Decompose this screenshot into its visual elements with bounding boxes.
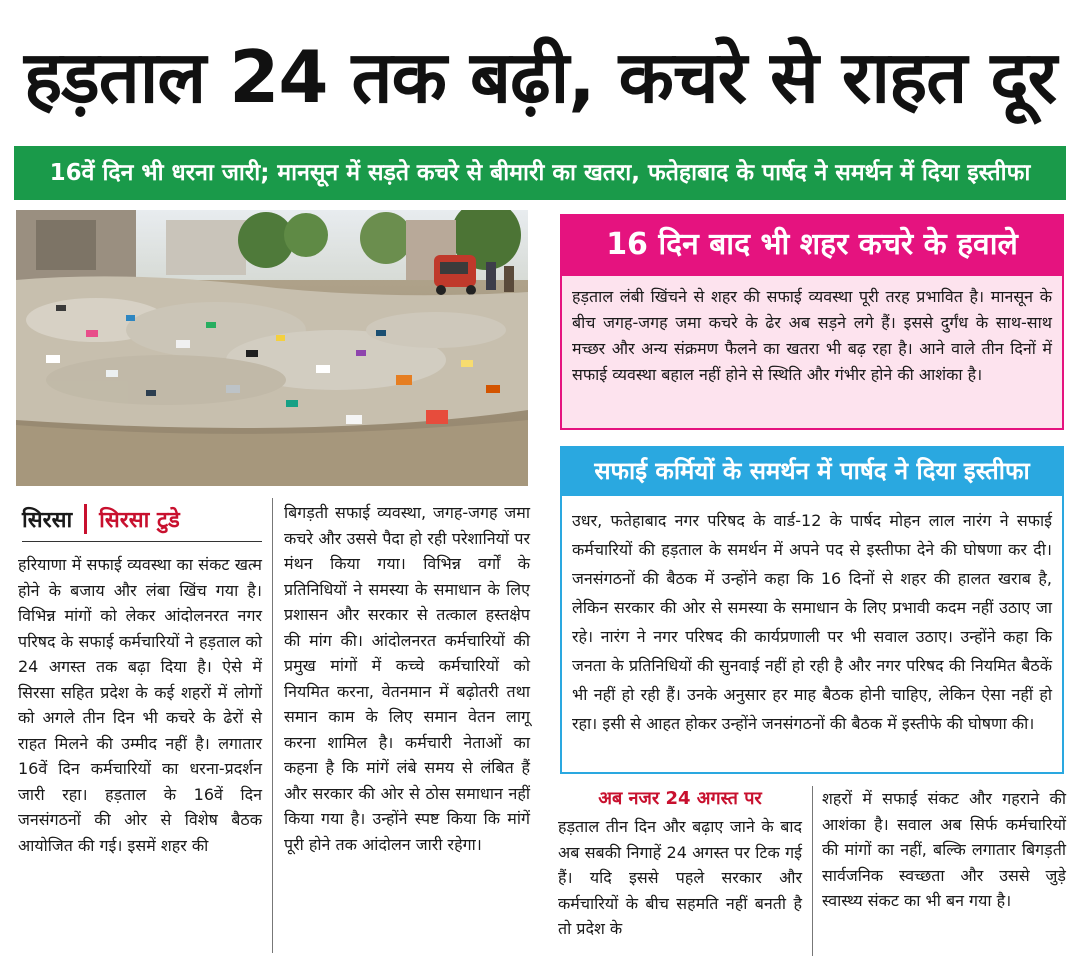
story-column-3: हड़ताल तीन दिन और बढ़ाए जाने के बाद अब सबकी निगाहें 24 अगस्त पर टिक गई हैं। यदि इससे पहले सरकार और कर्मचारियों के बीच सहमति नहीं बनती है तो प्रदेश के: [558, 817, 802, 938]
byline-city: सिरसा: [22, 504, 87, 534]
subheadline-band: 16वें दिन भी धरना जारी; मानसून में सड़ते कचरे से बीमारी का खतरा, फतेहाबाद के पार्षद ने समर्थन में दिया इस्तीफा: [14, 146, 1066, 200]
byline-source: सिरसा टुडे: [99, 507, 180, 533]
story-column-2: बिगड़ती सफाई व्यवस्था, जगह-जगह जमा कचरे और उससे पैदा हो रही परेशानियों पर मंथन किया गया। विभिन्न वर्गों के प्रतिनिधियों ने समस्या के समाधान के लिए प्रशासन और सरकार से तत्काल हस्तक्षेप की मांग की। आंदोलनरत कर्मचारियों की प्रमुख मांगों में कच्चे कर्मचारियों को नियमित करना, वेतनमान में बढ़ोतरी तथा समान काम के लिए समान वेतन लागू करना शामिल है। कर्मचारी नेताओं का कहना है कि मांगें लंबे समय से लंबित हैं और सरकार की ओर से ठोस समाधान नहीं किया गया है। उन्होंने स्पष्ट किया कि मांगें पूरी होने तक आंदोलन जारी रहेगा।: [284, 503, 530, 854]
box1-title: 16 दिन बाद भी शहर कचरे के हवाले: [560, 214, 1064, 276]
byline: [22, 496, 262, 542]
story-column-4: शहरों में सफाई संकट और गहराने की आशंका है। सवाल अब सिर्फ कर्मचारियों की मांगों का नहीं, बल्कि लगातार बिगड़ती सार्वजनिक स्वच्छता और उससे जुड़े स्वास्थ्य संकट का भी बन गया है।: [822, 789, 1066, 910]
garbage-street-photo: [16, 210, 528, 486]
story-column-1: हरियाणा में सफाई व्यवस्था का संकट खत्म होने के बजाय और लंबा खिंच गया है। विभिन्न मांगों को लेकर आंदोलनरत नगर परिषद के सफाई कर्मचारियों ने हड़ताल को 24 अगस्त तक बढ़ा दिया है। ऐसे में सिरसा सहित प्रदेश के कई शहरों में लोगों को अगले तीन दिन भी कचरे के ढेरों से राहत मिलने की उम्मीद नहीं है। लगातार 16वें दिन कर्मचारियों का धरना-प्रदर्शन जारी रहा। हड़ताल के 16वें दिन जनसंगठनों की ओर से विशेष बैठक आयोजित की गई। इसमें शहर की: [18, 555, 262, 855]
box2-body: उधर, फतेहाबाद नगर परिषद के वार्ड-12 के पार्षद मोहन लाल नारंग ने सफाई कर्मचारियों की हड़ताल के समर्थन में अपने पद से इस्तीफा देने की घोषणा कर दी। जनसंगठनों की बैठक में उन्होंने कहा कि 16 दिनों से शहर की हालत खराब है, लेकिन सरकार की ओर से समस्या के समाधान के लिए प्रभावी कदम नहीं उठाए जा रहे। नारंग ने नगर परिषद की कार्यप्रणाली पर भी सवाल उठाए। उन्होंने कहा कि जनता के प्रतिनिधियों की सुनवाई नहीं हो रही है और नगर परिषद की नियमित बैठकें भी नहीं हो रही हैं। उनके अनुसार हर माह बैठक होनी चाहिए, लेकिन ऐसा नहीं हो रहा। इसी से आहत होकर उन्होंने जनसंगठनों की बैठक में इस्तीफे की घोषणा की।: [560, 496, 1064, 774]
section3-title: अब नजर 24 अगस्त पर: [598, 788, 762, 809]
column-divider: [272, 498, 273, 953]
column-divider: [812, 786, 813, 956]
box2-title: सफाई कर्मियों के समर्थन में पार्षद ने दिया इस्तीफा: [560, 446, 1064, 496]
box1-body: हड़ताल लंबी खिंचने से शहर की सफाई व्यवस्था पूरी तरह प्रभावित है। मानसून के बीच जगह-जगह जमा कचरे के ढेर अब सड़ने लगे हैं। इससे दुर्गंध के साथ-साथ मच्छर और अन्य संक्रमण फैलने का खतरा भी बढ़ रहा है। आने वाले तीन दिनों में सफाई व्यवस्था बहाल नहीं होने से स्थिति और गंभीर होने की आशंका है।: [560, 276, 1064, 430]
page-headline: हड़ताल 24 तक बढ़ी, कचरे से राहत दूर: [23, 35, 1057, 119]
